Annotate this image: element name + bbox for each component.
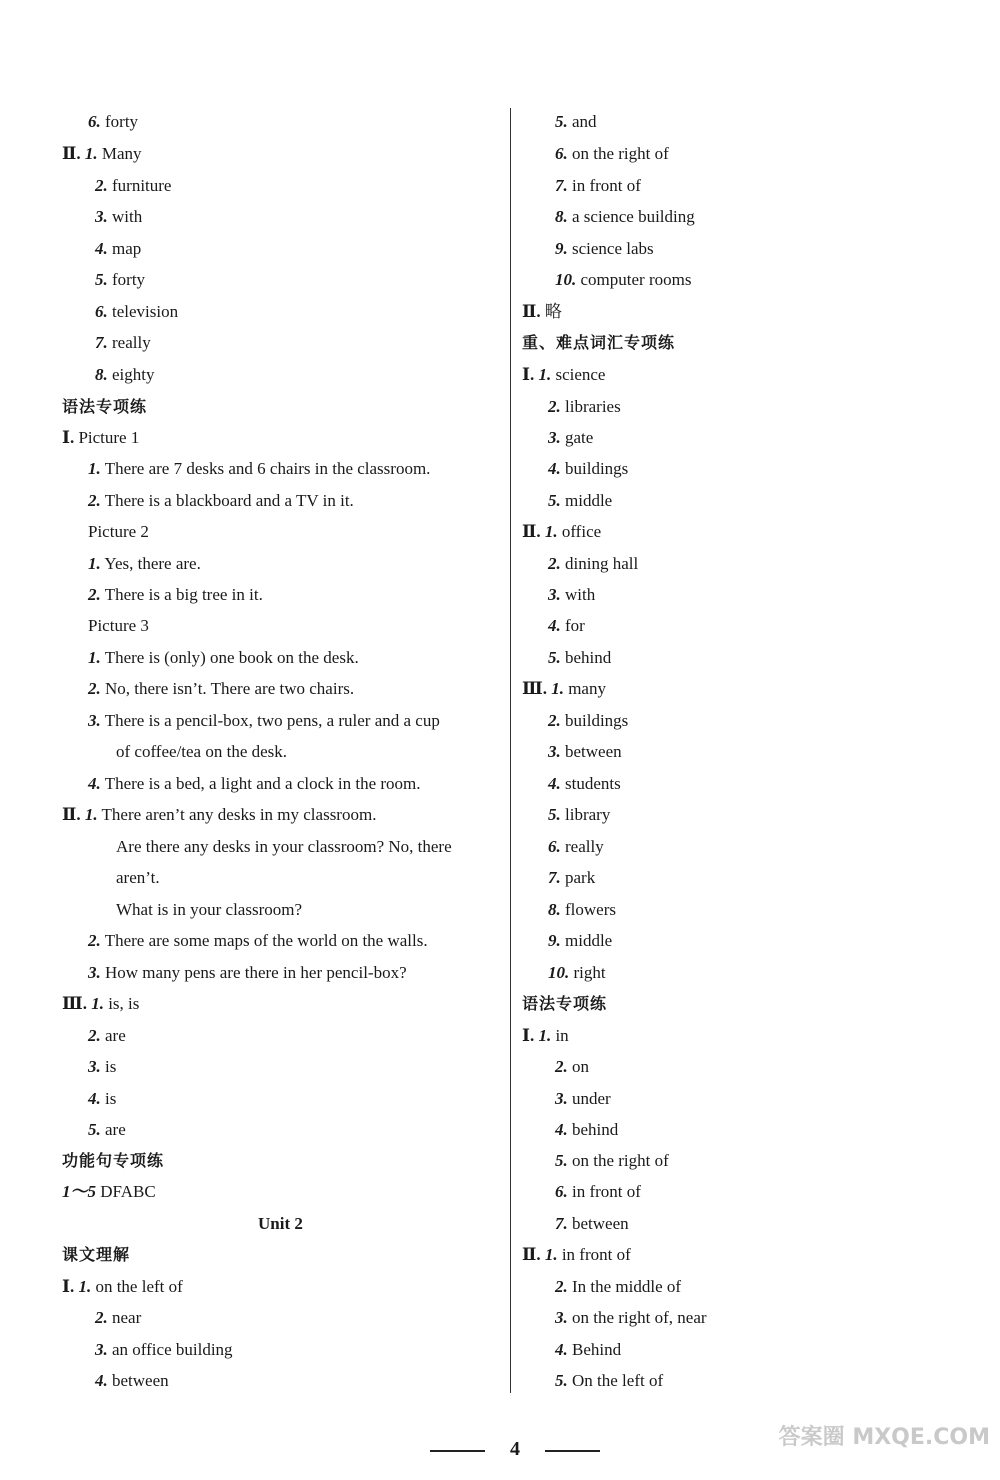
item-number: 2. [548,397,561,416]
item-number: 1. [88,648,101,667]
item-number: 9. [555,239,568,258]
answer-text: are [105,1120,126,1139]
answer-line [95,1340,233,1360]
answer-text: buildings [565,711,629,730]
roman-numeral: Ⅱ. [62,805,81,824]
answer-text: Are there any desks in your classroom? No, there [116,837,452,856]
item-number: 6. [548,837,561,856]
watermark: 答案圈 MXQE.COM [778,1425,990,1450]
answer-text: Behind [572,1340,622,1359]
answer-line [88,774,421,794]
answer-line [548,459,628,479]
answer-text: office [561,522,602,541]
answer-line [548,585,595,605]
item-number: 4. [555,1120,568,1139]
answer-line [548,963,606,983]
item-number: 3. [548,585,561,604]
answer-text: between [112,1371,169,1390]
item-number: 3. [555,1089,568,1108]
answer-text: on the right of, near [572,1308,707,1327]
answer-line [62,428,139,448]
answer-text: students [565,774,621,793]
item-number: 5. [548,805,561,824]
roman-numeral: Ⅱ. [522,1245,541,1264]
answer-line [88,1089,116,1109]
answer-text: in [555,1026,569,1045]
answer-line [95,333,151,353]
item-number: 7. [555,1214,568,1233]
answer-text: computer rooms [580,270,692,289]
answer-line [116,900,302,920]
section-heading: 语法专项练 [522,994,608,1013]
answer-line [88,491,354,511]
answer-text: many [568,679,606,698]
answer-line [95,207,142,227]
roman-numeral: Ⅱ. [522,522,541,541]
answer-line [88,679,354,699]
item-number: 8. [555,207,568,226]
answer-text: on the right of [572,144,669,163]
answer-line [88,554,201,574]
answer-text: Picture 1 [78,428,140,447]
item-number: 9. [548,931,561,950]
answer-line [548,900,616,920]
item-number: 2. [88,585,101,604]
answer-line [95,302,178,322]
item-number: 1. [84,144,98,163]
answer-text: There is a big tree in it. [104,585,263,604]
answer-line [88,931,428,951]
roman-numeral: Ⅲ. [522,679,547,698]
answer-text: with [565,585,596,604]
answer-text: What is in your classroom? [116,900,303,919]
answer-line [555,1340,621,1360]
item-number: 6. [88,112,101,131]
answer-text: near [112,1308,142,1327]
item-number: 6. [555,144,568,163]
item-number: 3. [88,711,101,730]
item-number: 7. [548,868,561,887]
item-number: 5. [548,491,561,510]
answer-line [555,270,691,290]
item-number: 1. [84,805,98,824]
answer-line [555,1308,707,1328]
answer-line [522,302,562,322]
answer-line [88,963,407,983]
answer-line [555,1182,641,1202]
roman-numeral: Ⅰ. [62,1277,75,1296]
item-number: 8. [95,365,108,384]
answer-text: eighty [112,365,155,384]
answer-line [548,742,622,762]
item-number: 10. [555,270,577,289]
answer-text: are [105,1026,126,1045]
answer-line [548,868,595,888]
item-number: 5. [555,1151,568,1170]
answer-line [548,491,612,511]
roman-numeral: Ⅰ. [522,365,535,384]
item-number: 2. [548,711,561,730]
unit-title: Unit 2 [258,1214,303,1233]
item-number: 2. [88,679,101,698]
answer-line [95,1308,141,1328]
item-number: 1. [78,1277,92,1296]
answer-line [548,648,611,668]
answer-line [88,711,440,731]
answer-line [62,144,142,164]
answer-text: furniture [112,176,172,195]
item-number: 4. [95,239,108,258]
page-number: 4 [510,1438,520,1460]
item-number: 3. [95,1340,108,1359]
answer-line [548,805,610,825]
item-number: 7. [95,333,108,352]
answer-line [116,742,287,762]
answer-line [88,522,149,542]
item-number: 1. [88,554,101,573]
item-number: 2. [88,931,101,950]
answer-text: an office building [112,1340,233,1359]
answer-line [555,239,654,259]
item-number: 4. [548,459,561,478]
answer-line [62,1182,156,1202]
answer-line [548,616,585,636]
answer-text: right [573,963,606,982]
item-number: 4. [95,1371,108,1390]
answer-text: How many pens are there in her pencil-box? [105,963,407,982]
answer-line [548,931,612,951]
footer-ornament-left [430,1450,485,1452]
answer-text: really [565,837,604,856]
answer-line [555,1214,629,1234]
answer-line [548,554,638,574]
item-number: 5. [555,112,568,131]
answer-text: for [565,616,585,635]
answer-text: on the left of [95,1277,183,1296]
answer-text: forty [105,112,139,131]
answer-line [62,994,139,1014]
answer-line [548,837,604,857]
item-number: 2. [555,1057,568,1076]
answer-text: In the middle of [572,1277,682,1296]
item-number: 2. [555,1277,568,1296]
item-number: 1. [544,522,558,541]
answer-text: between [572,1214,629,1233]
answer-line [62,805,376,825]
answer-line [95,239,141,259]
answer-text: Yes, there are. [104,554,201,573]
answer-text: There is (only) one book on the desk. [104,648,359,667]
item-number: 1. [544,1245,558,1264]
answer-text: with [112,207,143,226]
item-number: 3. [88,1057,101,1076]
answer-line [555,1277,681,1297]
item-number: 6. [95,302,108,321]
answer-line [555,112,597,132]
answer-line [522,679,606,699]
item-number: 2. [95,176,108,195]
item-number: 4. [555,1340,568,1359]
item-number: 2. [95,1308,108,1327]
answer-line [555,144,669,164]
answer-text: There aren’t any desks in my classroom. [101,805,377,824]
answer-text: gate [565,428,594,447]
answer-text: is [105,1089,117,1108]
answer-text: map [112,239,142,258]
answer-text: science labs [572,239,654,258]
roman-numeral: Ⅲ. [62,994,87,1013]
item-number: 5. [548,648,561,667]
item-number: 1～5 [62,1182,96,1201]
answer-line [548,774,621,794]
answer-text: middle [565,491,613,510]
item-number: 1. [538,365,552,384]
item-number: 4. [548,774,561,793]
answer-line [116,837,452,857]
answer-line [95,270,145,290]
answer-line [88,459,430,479]
answer-line [88,1026,126,1046]
column-divider [510,108,511,1393]
roman-numeral: Ⅰ. [62,428,75,447]
answer-text: behind [572,1120,619,1139]
answer-text: in front of [572,1182,641,1201]
section-heading: 重、难点词汇专项练 [522,333,676,352]
item-number: 3. [548,742,561,761]
item-number: 7. [555,176,568,195]
answer-text: park [565,868,596,887]
item-number: 1. [91,994,104,1013]
answer-line [548,428,593,448]
answer-line [522,365,605,385]
item-number: 4. [88,774,101,793]
answer-text: middle [565,931,613,950]
answer-text: 略 [544,302,562,321]
answer-text: Picture 2 [88,522,149,541]
item-number: 2. [88,1026,101,1045]
answer-text: aren’t. [116,868,160,887]
answer-text: DFABC [100,1182,156,1201]
section-heading: 语法专项练 [62,397,148,416]
item-number: 2. [548,554,561,573]
answer-line [522,522,601,542]
item-number: 3. [548,428,561,447]
answer-text: really [112,333,151,352]
item-number: 1. [551,679,564,698]
answer-text: buildings [565,459,629,478]
answer-line [88,1057,116,1077]
item-number: 1. [88,459,101,478]
answer-text: dining hall [565,554,639,573]
answer-text: There is a bed, a light and a clock in the room. [104,774,421,793]
answer-line [548,711,628,731]
answer-text: libraries [565,397,621,416]
answer-line [555,1371,663,1391]
answer-text: library [565,805,611,824]
answer-text: There is a blackboard and a TV in it. [104,491,354,510]
answer-line [555,207,695,227]
item-number: 10. [548,963,570,982]
item-number: 8. [548,900,561,919]
answer-text: between [565,742,622,761]
answer-line [95,176,171,196]
answer-text: Many [101,144,142,163]
item-number: 4. [88,1089,101,1108]
item-number: 2. [88,491,101,510]
answer-line [88,616,149,636]
answer-line [555,1120,618,1140]
answer-text: Picture 3 [88,616,149,635]
answer-line [116,868,160,888]
answer-line [555,1057,589,1077]
item-number: 5. [95,270,108,289]
answer-text: under [572,1089,611,1108]
answer-text: on [572,1057,589,1076]
item-number: 6. [555,1182,568,1201]
roman-numeral: Ⅰ. [522,1026,535,1045]
item-number: 4. [548,616,561,635]
answer-line [555,1151,669,1171]
answer-text: a science building [572,207,695,226]
item-number: 3. [555,1308,568,1327]
answer-text: television [112,302,179,321]
answer-line [548,397,621,417]
footer-ornament-right [545,1450,600,1452]
answer-text: on the right of [572,1151,669,1170]
answer-text: science [555,365,606,384]
item-number: 1. [538,1026,552,1045]
answer-text: There are some maps of the world on the walls. [104,931,428,950]
answer-line [95,365,155,385]
answer-text: in front of [572,176,641,195]
answer-text: behind [565,648,612,667]
answer-text: and [572,112,597,131]
answer-text: There are 7 desks and 6 chairs in the classroom. [104,459,431,478]
answer-text: is [105,1057,117,1076]
answer-line [88,585,263,605]
section-heading: 课文理解 [62,1245,131,1264]
roman-numeral: Ⅱ. [62,144,81,163]
answer-line [522,1245,631,1265]
answer-text: in front of [561,1245,631,1264]
answer-text: On the left of [572,1371,664,1390]
answer-line [555,1089,611,1109]
answer-line [88,1120,126,1140]
answer-text: forty [112,270,146,289]
answer-text: of coffee/tea on the desk. [116,742,288,761]
answer-line [62,1277,183,1297]
answer-line [95,1371,169,1391]
answer-text: is, is [108,994,140,1013]
answer-line [88,648,359,668]
item-number: 5. [555,1371,568,1390]
answer-line [522,1026,569,1046]
answer-line [88,112,138,132]
item-number: 3. [95,207,108,226]
answer-text: No, there isn’t. There are two chairs. [105,679,355,698]
answer-text: flowers [565,900,616,919]
roman-numeral: Ⅱ. [522,302,541,321]
item-number: 5. [88,1120,101,1139]
item-number: 3. [88,963,101,982]
answer-line [555,176,641,196]
answer-text: There is a pencil-box, two pens, a ruler and a cup [104,711,440,730]
section-heading: 功能句专项练 [62,1151,165,1170]
